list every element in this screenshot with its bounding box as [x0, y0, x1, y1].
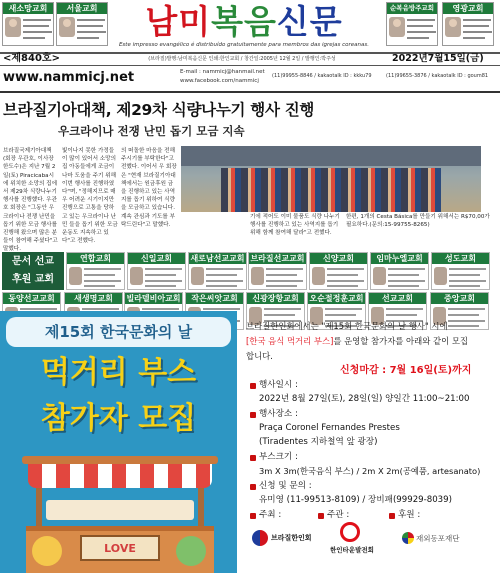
- church-ad-card: [442, 2, 494, 46]
- website-link[interactable]: www.nammicj.net: [3, 70, 135, 85]
- church-name: 중앙교회: [431, 293, 488, 304]
- pastor-photo: [130, 267, 143, 285]
- church-name: 신광장항교회: [247, 293, 304, 304]
- bullet-icon: [250, 455, 256, 461]
- bullet-icon: [250, 513, 256, 519]
- issue-number: <제840호>: [3, 53, 60, 64]
- festival-title: 제15회 한국문화의 날: [44, 323, 193, 341]
- pastor-photo: [251, 267, 264, 285]
- article-column: 한편, 1개의 Cesta Básica를 만들기 위해서는 R$70,00가 필요하다.(문의:15-99755-8265): [346, 214, 490, 229]
- church-name: 연합교회: [67, 253, 124, 264]
- article-photo: [181, 146, 481, 212]
- church-name: 오순절정훈교회: [309, 294, 364, 303]
- church-listing: [188, 252, 247, 290]
- church-listing: [370, 252, 429, 290]
- church-name: 빌라델비아교회: [126, 294, 181, 303]
- church-ad-card: [2, 2, 54, 46]
- item-value: Praça Coronel Fernandes Prestes: [259, 423, 400, 433]
- sponsor-logo-icon: [252, 530, 268, 546]
- recruit-intro-1: 브라질한인회에서는 "제15회 한국문화의 날 행사" 시에: [246, 321, 448, 331]
- newspaper-title: [112, 2, 376, 42]
- bullet-icon: [318, 513, 324, 519]
- church-listing: [127, 252, 186, 290]
- article-column: 빛이나지 못한 가정들이 많이 있어서 소망의 집 아동들에게 조금이나마 도움을 주기 위해 이번 행사를 진행하였다"며, "정해지므로 매우 어려운 시기이지만 진행으로 고통을 당하고 있는 우크라이나 난민 들을 돕기 위한 모금 운동도 지속하고 있다"고 전했다.: [62, 148, 118, 245]
- article-column: 의 떠돌한 마음을 전해 주시기를 부탁한다"고 전했다. 이어서 우 회장은 "현재 브라질기아대책에서는 원금후원 금을 진행하고 있는 사역지를 돕기 위하여 식량을 모금하고 있습니다. 계속 관심과 기도를 부탁드린다"고 말했다.: [121, 148, 177, 228]
- publisher-info: (브라질)발행:남미복음신문 인쇄:한인교회 / 창간일:2005년 12월 2일 / 발행인:박주성: [148, 56, 336, 62]
- pastor-photo: [445, 17, 461, 37]
- deadline-text: 신청마감 : 7월 16일(토)까지: [340, 365, 472, 376]
- sponsor-logo-icon: [402, 532, 414, 544]
- sponsor-label: 주최 :: [259, 510, 282, 520]
- pastor-photo: [312, 267, 325, 285]
- pastor-photo: [59, 17, 75, 37]
- sponsor-name: 재외동포재단: [416, 534, 460, 543]
- pastor-photo: [389, 17, 405, 37]
- church-name: 서울교회: [57, 3, 107, 14]
- item-value: 2022년 8월 27일(토), 28일(일) 양일간 11:00~21:00: [259, 394, 470, 404]
- recruit-intro-3: 합니다.: [246, 351, 273, 361]
- item-label: 부스크기 :: [259, 452, 298, 462]
- masthead-subtitle: Este impresso evangélico é distribuído gratuitamente para membros das igrejas coreanas.: [118, 42, 370, 48]
- church-listing: [309, 252, 368, 290]
- title-part-3: 신문: [276, 2, 343, 41]
- item-value: 3m X 3m(한국음식 부스) / 2m X 2m(공예품, artesanato): [259, 466, 481, 476]
- pastor-photo: [434, 267, 447, 285]
- mission-notice: [2, 252, 64, 290]
- church-name: 성도교회: [432, 253, 489, 264]
- sponsor-label: 주관 :: [327, 510, 350, 520]
- article-headline: 브라질기아대책, 제29차 식량나누기 행사 진행: [3, 101, 315, 119]
- item-label: 신청 및 문의 :: [259, 481, 312, 491]
- recruit-intro-2: [246, 335, 468, 348]
- festival-ad: [0, 311, 237, 573]
- facebook-line[interactable]: www.facebook.com/nammicj: [180, 78, 259, 84]
- highlight-text: [한국 음식 먹거리 부스]: [246, 336, 334, 346]
- church-listing: [66, 252, 125, 290]
- title-part-2: 복음: [211, 2, 277, 41]
- pastor-photo: [5, 17, 21, 37]
- church-listing: [248, 252, 307, 290]
- bullet-icon: [250, 383, 256, 389]
- item-value: 유미영 (11-99513-8109) / 장비패(99929-8039): [259, 495, 452, 505]
- article-column: 기에 적어도 이미 물품도 식량 나누기 행사를 진행하고 있는 사역지를 돕기 위해 함께 참여해 달라"고 전했다.: [250, 214, 340, 237]
- church-ad-card: [56, 2, 108, 46]
- church-name: 새생명교회: [65, 293, 122, 304]
- bullet-icon: [250, 484, 256, 490]
- article-column: 브라질국제기아대책(회장 우관호, 이사장 한도수)은 지난 7월 2일(토) Piracicaba시에 위치한 소망의 집에서 제29차 식량나누기 행사를 진행했다. 우관호 회장은 "그동안 우크라이나 전쟁 난민을 돕기 위한 모금 행사를 진행해 왔으며 많은 분들이 참여해 주셨다"고 말했다.: [3, 148, 58, 253]
- church-name: 영광교회: [443, 3, 493, 14]
- title-part-1: 남미: [145, 2, 212, 41]
- pastor-photo: [373, 267, 386, 285]
- ad-main-title-2: 참가자 모집: [40, 401, 197, 436]
- church-name: 새로남선교교회: [190, 254, 245, 263]
- sponsor-name: 브라질한인회: [271, 534, 312, 542]
- church-name: 선교교회: [369, 293, 426, 304]
- church-name: 신양교회: [310, 253, 367, 264]
- item-value: (Tiradentes 지하철역 앞 광장): [259, 437, 378, 447]
- item-label: 행사장소 :: [259, 409, 298, 419]
- church-name: 새소망교회: [3, 3, 53, 14]
- masthead: [112, 2, 376, 49]
- church-name: 신일교회: [128, 253, 185, 264]
- sponsor-label: 후원 :: [398, 510, 421, 520]
- church-name: 브라질선교교회: [250, 254, 305, 263]
- ad-main-title-1: 먹거리 부스: [40, 355, 197, 390]
- church-name: 동양선교교회: [3, 293, 60, 304]
- stall-sign: LOVE: [104, 542, 136, 555]
- email-line[interactable]: E-mail : nammicj@hanmail.net: [180, 69, 265, 75]
- bullet-icon: [250, 412, 256, 418]
- food-stall-illustration: [22, 456, 218, 573]
- church-name: 임마누엘교회: [371, 253, 428, 264]
- pastor-photo: [191, 267, 204, 285]
- church-name: 작은씨앗교회: [186, 293, 243, 304]
- item-label: 행사일시 :: [259, 380, 298, 390]
- notice-label-1: 문서 선교: [11, 256, 55, 267]
- intro-rest: 를 운영할 참가자를 아래와 같이 모집: [333, 336, 469, 346]
- divider: [0, 91, 500, 93]
- article-subheadline: 우크라이나 전쟁 난민 돕기 모금 지속: [58, 124, 245, 138]
- sponsor-logo-icon: [340, 522, 360, 542]
- issue-date: 2022년7월15일(금): [392, 53, 484, 64]
- pastor-photo: [69, 267, 82, 285]
- contact-1: (11)99955-8846 / kakaotalk ID : kkku79: [272, 73, 372, 79]
- church-listing: [431, 252, 490, 290]
- notice-label-2: 후원 교회: [11, 274, 55, 285]
- church-ad-card: [386, 2, 438, 46]
- bullet-icon: [389, 513, 395, 519]
- church-name: 순복음방주교회: [387, 3, 437, 14]
- sponsor-name: 한인타운발전회: [330, 546, 374, 554]
- contact-2: (11)99655-3876 / kakaotalk ID : goum81: [386, 73, 489, 79]
